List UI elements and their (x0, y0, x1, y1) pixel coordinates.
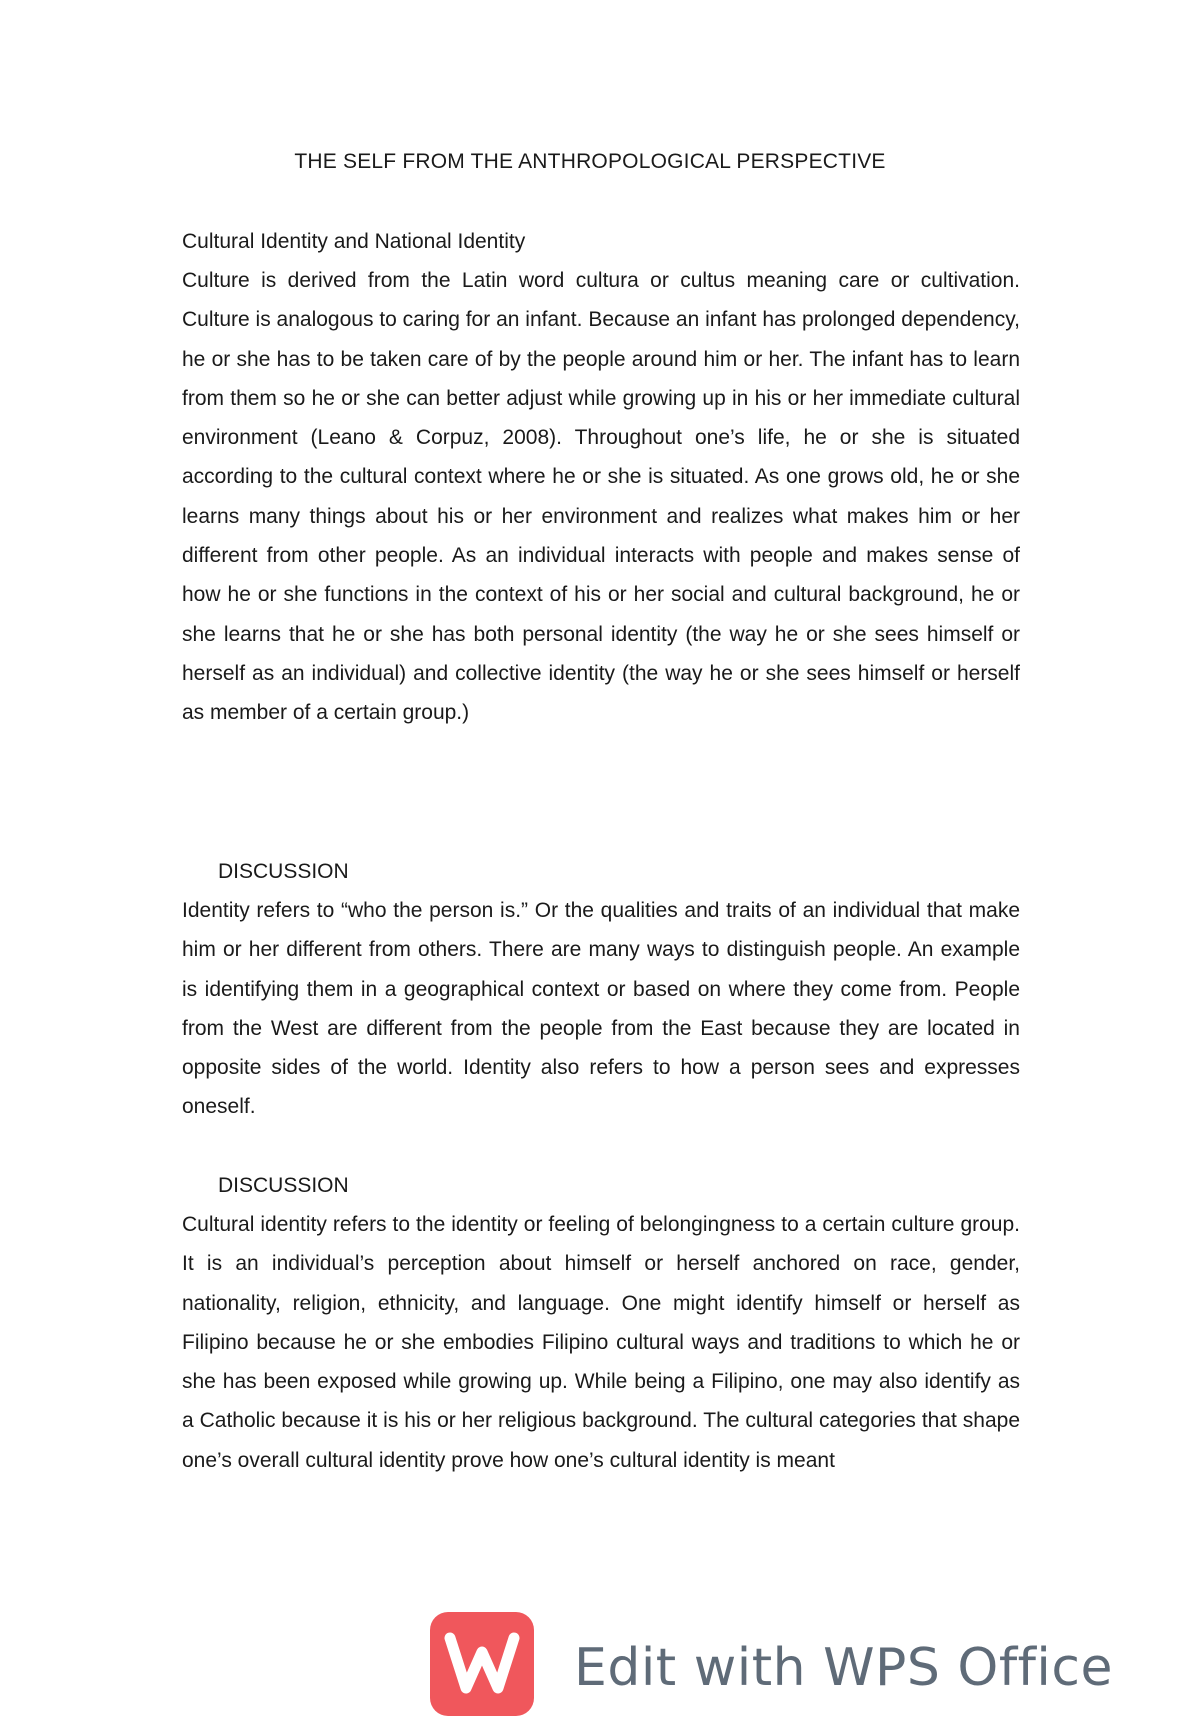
section-body: Identity refers to “who the person is.” Or the qualities and traits of an individual that make him or her different from others. There are many ways to distinguish people. An example is identifying them in a geographical context or based on where they come from. People from the West are different from the people from the East because they are located in opposite sides of the world. Identity also refers to how a person sees and expresses oneself. (182, 899, 1020, 1119)
section-discussion-1 (182, 852, 1020, 1127)
section-discussion-2 (182, 1166, 1020, 1480)
section-body: Culture is derived from the Latin word cultura or cultus meaning care or cultivation. Culture is analogous to caring for an infant. Because an infant has prolonged dependency, he or she has to be taken care of by the people around him or her. The infant has to learn from them so he or she can better adjust while growing up in his or her immediate cultural environment (Leano & Corpuz, 2008). Throughout one’s life, he or she is situated according to the cultural context where he or she is situated. As one grows old, he or she learns many things about his or her environment and realizes what makes him or her different from other people. As an individual interacts with people and makes sense of how he or she functions in the context of his or her social and cultural background, he or she learns that he or she has both personal identity (the way he or she sees himself or herself as an individual) and collective identity (the way he or she sees himself or herself as member of a certain group.) (182, 269, 1020, 725)
section-cultural-identity (182, 222, 1020, 733)
section-heading: Cultural Identity and National Identity (182, 230, 526, 253)
section-body: Cultural identity refers to the identity or feeling of belongingness to a certain culture group. It is an individual’s perception about himself or herself anchored on race, gender, nationality, religion, ethnicity, and language. One might identify himself or herself as Filipino because he or she embodies Filipino cultural ways and traditions to which he or she has been exposed while growing up. While being a Filipino, one may also identify as a Catholic because it is his or her religious background. The cultural categories that shape one’s overall cultural identity prove how one’s cultural identity is meant (182, 1213, 1020, 1472)
wps-edit-banner[interactable] (430, 1612, 1113, 1697)
wps-banner-text[interactable]: Edit with WPS Office (574, 1638, 1113, 1698)
section-heading: DISCUSSION (218, 860, 349, 883)
wps-logo-icon (430, 1612, 534, 1716)
document-title: THE SELF FROM THE ANTHROPOLOGICAL PERSPECTIVE (294, 150, 886, 173)
section-heading: DISCUSSION (218, 1174, 349, 1197)
